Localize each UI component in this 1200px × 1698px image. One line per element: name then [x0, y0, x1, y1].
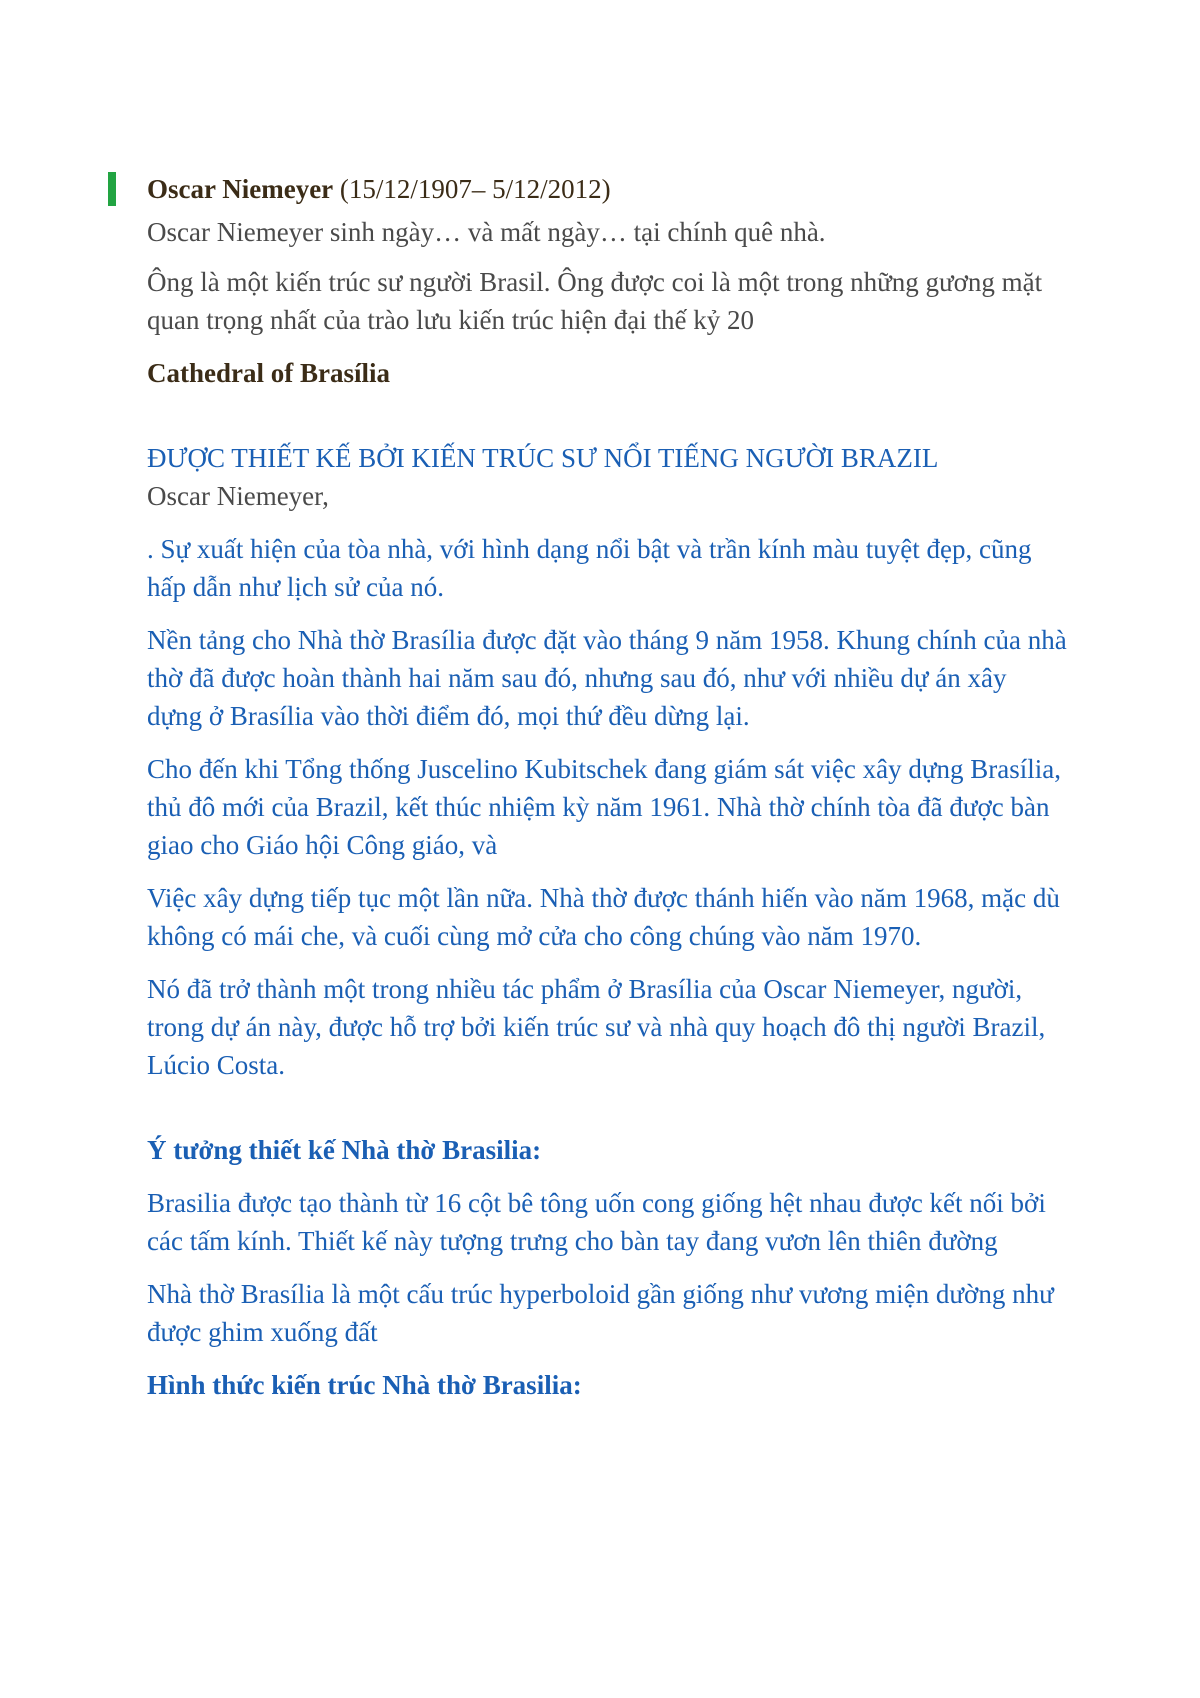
heading-accent-bar	[108, 172, 116, 206]
president-paragraph: Cho đến khi Tổng thống Juscelino Kubitschek đang giám sát việc xây dựng Brasília, thủ đô mới của Brazil, kết thúc nhiệm kỳ năm 1961. Nhà thờ chính tòa đã được bàn giao cho Giáo hội Công giáo, và	[147, 754, 1061, 860]
intro-line-2: Ông là một kiến trúc sư người Brasil. Ông được coi là một trong những gương mặt quan trọng nhất của trào lưu kiến trúc hiện đại thế kỷ 20	[147, 267, 1043, 335]
idea-paragraph-2: Nhà thờ Brasília là một cấu trúc hyperboloid gần giống như vương miện dường như được ghim xuống đất	[147, 1279, 1054, 1347]
idea-heading: Ý tưởng thiết kế Nhà thờ Brasilia:	[147, 1135, 542, 1165]
intro-line-1: Oscar Niemeyer sinh ngày… và mất ngày… tại chính quê nhà.	[147, 217, 826, 247]
idea-paragraph-1: Brasilia được tạo thành từ 16 cột bê tông uốn cong giống hệt nhau được kết nối bởi các tấm kính. Thiết kế này tượng trưng cho bàn tay đang vươn lên thiên đường	[147, 1188, 1046, 1256]
cathedral-heading: Cathedral of Brasília	[147, 358, 390, 388]
designer-line: Oscar Niemeyer,	[147, 481, 329, 511]
works-paragraph: Nó đã trở thành một trong nhiều tác phẩm ở Brasília của Oscar Niemeyer, người, trong dự án này, được hỗ trợ bởi kiến trúc sư và nhà quy hoạch đô thị người Brazil, Lúcio Costa.	[147, 974, 1046, 1080]
author-name: Oscar Niemeyer	[147, 174, 334, 204]
author-dates: (15/12/1907– 5/12/2012)	[333, 174, 611, 204]
construction-paragraph: Việc xây dựng tiếp tục một lần nữa. Nhà thờ được thánh hiến vào năm 1968, mặc dù không có mái che, và cuối cùng mở cửa cho công chúng vào năm 1970.	[147, 883, 1060, 951]
appearance-paragraph: . Sự xuất hiện của tòa nhà, với hình dạng nổi bật và trần kính màu tuyệt đẹp, cũng hấp dẫn như lịch sử của nó.	[147, 534, 1032, 602]
author-heading	[147, 170, 1067, 208]
foundation-paragraph: Nền tảng cho Nhà thờ Brasília được đặt vào tháng 9 năm 1958. Khung chính của nhà thờ đã được hoàn thành hai năm sau đó, nhưng sau đó, như với nhiều dự án xây dựng ở Brasília vào thời điểm đó, mọi thứ đều dừng lại.	[147, 625, 1067, 731]
designed-by-line: ĐƯỢC THIẾT KẾ BỞI KIẾN TRÚC SƯ NỔI TIẾNG NGƯỜI BRAZIL	[147, 443, 939, 473]
form-heading: Hình thức kiến trúc Nhà thờ Brasilia:	[147, 1370, 582, 1400]
document-body	[147, 170, 1067, 1404]
